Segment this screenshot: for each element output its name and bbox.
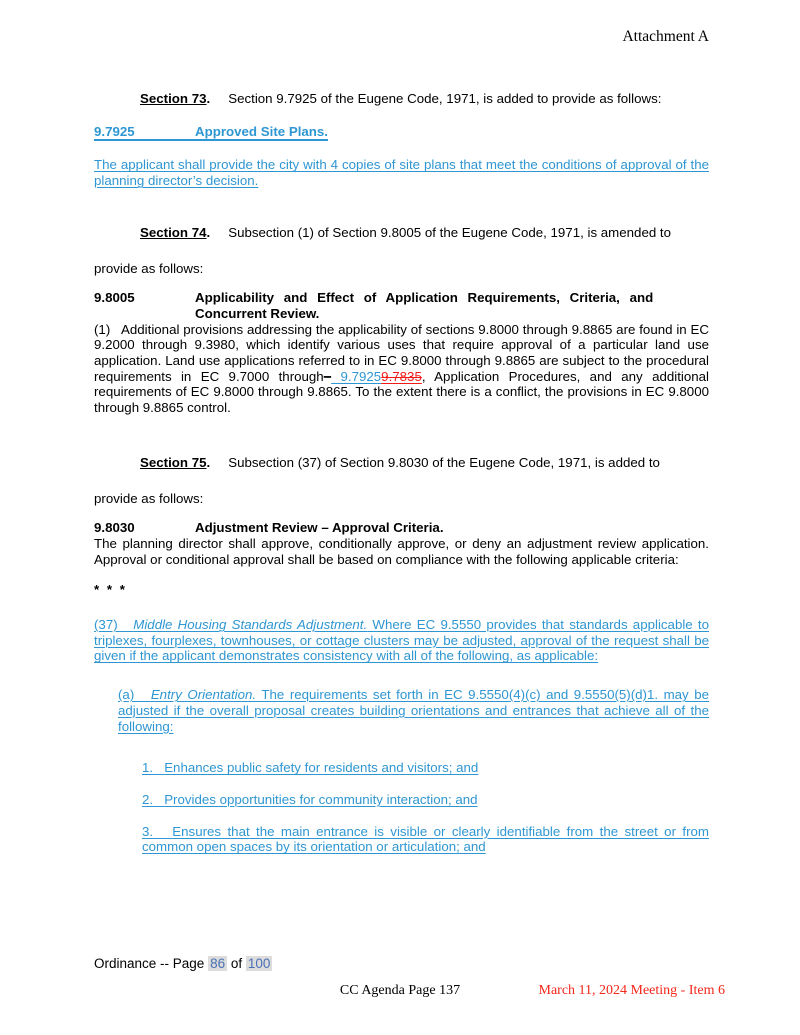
section-75-label: Section 75 (140, 454, 207, 470)
ordinance-page-label: Ordinance -- Page (94, 956, 205, 971)
deleted-hyphen: – (323, 368, 332, 384)
list-item-2-number: 2. (142, 791, 165, 807)
list-item-3 (142, 824, 709, 855)
added-subsection-37a (118, 687, 709, 734)
list-item-2 (142, 792, 709, 808)
section-73-text: Section 9.7925 of the Eugene Code, 1971, is added to provide as follows: (228, 91, 662, 106)
code-number-9-7925: 9.7925 (94, 123, 135, 139)
section-75-period: . (206, 454, 211, 470)
inserted-code-reference: 9.7925 (331, 368, 382, 384)
added-paragraph-9-7925: The applicant shall provide the city with 4 copies of site plans that meet the conditions of approval of the planning director’s decision. (94, 157, 709, 189)
list-item-1-text: Enhances public safety for residents and visitors; and (164, 760, 479, 776)
adjustment-review-paragraph: The planning director shall approve, conditionally approve, or deny an adjustment review application. Approval or conditional approval shall be based on compliance with the following applicable criteria: (94, 535, 709, 567)
section-74-paragraph (94, 225, 709, 241)
provide-as-follows-74: provide as follows: (94, 260, 204, 276)
section-75-heading (140, 455, 210, 470)
amended-paragraph-1 (94, 322, 709, 416)
section-74-text: Subsection (1) of Section 9.8005 of the Eugene Code, 1971, is amended to (228, 224, 672, 240)
code-heading-9-8005 (94, 290, 709, 321)
subsection-37a-text: The requirements set forth in EC 9.5550(4)(c) and 9.5550(5)(d)1. may be adjusted if the overall proposal creates building orientations and entrances that achieve all of the following: (118, 687, 710, 734)
code-title-9-7925: Approved Site Plans. (195, 123, 329, 139)
section-73-label: Section 73 (140, 91, 207, 106)
paragraph-1-text-after: , Application Procedures, and any additional requirements of EC 9.8000 through 9.8865. To the extent there is a conflict, the provisions in EC 9.8000 through 9.8865 control. (94, 368, 709, 416)
code-number-9-8005: 9.8005 (94, 290, 135, 306)
list-item-1-number: 1. (142, 760, 165, 776)
ordinance-page-line (94, 956, 272, 971)
code-title-9-8005-line1: Applicability and Effect of Application Requirements, Criteria, and (195, 290, 654, 306)
footer-row (0, 983, 800, 1001)
section-73-paragraph (94, 91, 709, 107)
section-74-period: . (206, 224, 211, 240)
list-item-3-text: Ensures that the main entrance is visible or clearly identifiable from the street or from common open spaces by its orientation or articulation; and (142, 823, 709, 855)
list-item-2-text: Provides opportunities for community interaction; and (164, 791, 478, 807)
section-73-period: . (206, 91, 211, 106)
section-75-text: Subsection (37) of Section 9.8030 of the Eugene Code, 1971, is added to (228, 454, 660, 470)
code-number-9-8030: 9.8030 (94, 520, 135, 536)
provide-as-follows-75: provide as follows: (94, 490, 204, 506)
subsection-37-title: Middle Housing Standards Adjustment. (133, 617, 368, 633)
added-subsection-37 (94, 617, 709, 664)
attachment-label: Attachment A (622, 28, 709, 45)
paragraph-1-text-before: (1) Additional provisions addressing the applicability of sections 9.8000 through 9.8865 are found in EC 9.2000 through 9.3980, which identify various uses that require approval of a particular land use application. Land use applications referred to in EC 9.8000 through 9.8865 are subject to the procedural requirements in EC 9.7000 through (94, 321, 709, 384)
code-heading-9-7925 (94, 124, 709, 142)
of-label: of (230, 956, 243, 971)
code-title-9-8005-line2: Concurrent Review. (195, 305, 320, 321)
subsection-37-text: Where EC 9.5550 provides that standards applicable to triplexes, fourplexes, townhouses, or cottage clusters may be adjusted, approval of the request shall be given if the applicant demonstrates consistency with all of the following, as applicable: (94, 617, 709, 664)
deleted-code-reference: 9.7835 (381, 368, 422, 384)
section-74-label: Section 74 (140, 224, 207, 240)
page-number-field: 86 (210, 956, 226, 971)
document-content (94, 28, 709, 871)
subsection-37a-title: Entry Orientation. (150, 687, 257, 703)
meeting-item-label: March 11, 2024 Meeting - Item 6 (538, 983, 725, 998)
section-73-heading (140, 91, 210, 106)
subsection-37-number: (37) (94, 617, 134, 633)
code-title-9-8030: Adjustment Review – Approval Criteria. (195, 520, 444, 536)
code-heading-9-8030 (94, 520, 709, 536)
asterisk-separator: * * * (94, 582, 127, 598)
section-74-heading (140, 225, 210, 240)
section-75-paragraph (94, 455, 709, 471)
list-item-3-number: 3. (142, 823, 173, 839)
list-item-1 (142, 760, 709, 776)
blue-heading-underline (94, 124, 328, 142)
subsection-37a-number: (a) (118, 687, 151, 703)
cc-agenda-page-label: CC Agenda Page 137 (339, 983, 461, 998)
page-total-field: 100 (247, 956, 271, 971)
